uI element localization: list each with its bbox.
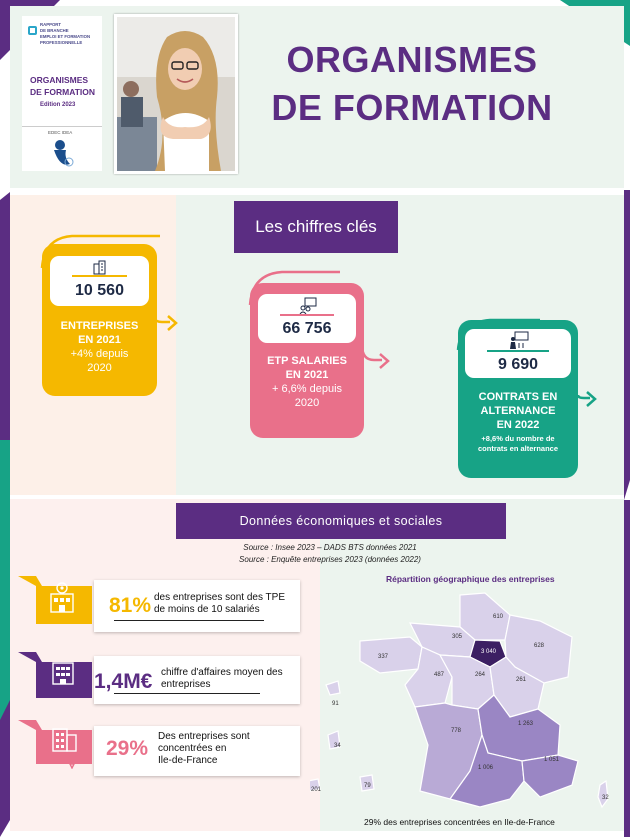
map-note: 29% des entreprises concentrées en Ile-de-France xyxy=(364,817,555,827)
key-figure-card-apprenticeships xyxy=(458,320,578,478)
map-label-reunion: 201 xyxy=(311,787,322,793)
office-building-icon xyxy=(50,660,76,686)
map-label-bourgogne: 261 xyxy=(516,677,527,683)
map-label-occitanie: 1 006 xyxy=(478,765,494,771)
map-label-normandie: 305 xyxy=(452,634,463,640)
card-sub-line-1: +4% depuis xyxy=(70,348,129,360)
map-label-guadeloupe: 91 xyxy=(332,701,339,707)
region-guadeloupe xyxy=(326,681,340,695)
card-label-line-1: CONTRATS EN xyxy=(478,391,558,403)
card-label-line-2: ALTERNANCE xyxy=(480,405,556,417)
card-sub-line-1: + 6,6% depuis xyxy=(271,383,343,395)
card-value: 66 756 xyxy=(282,320,332,337)
stat-value: 1,4M€ xyxy=(94,670,153,693)
card-label xyxy=(250,354,364,410)
stat-text-line-1: Des entreprises sont xyxy=(158,731,250,742)
cover-line-1: RAPPORT xyxy=(40,22,62,27)
map-label-hdf: 610 xyxy=(493,614,504,620)
card-sub-line-1: +8,6% du nombre de xyxy=(481,434,555,443)
presentation-meeting-icon xyxy=(299,297,317,314)
map-label-martinique: 34 xyxy=(334,743,341,749)
map-label-paca: 1 051 xyxy=(544,757,560,763)
card-sub-line-2: 2020 xyxy=(87,362,112,374)
card-label xyxy=(458,390,578,454)
card-label xyxy=(42,319,157,375)
card-label-line-2: EN 2021 xyxy=(285,369,329,381)
region-corse xyxy=(598,781,608,807)
teacher-board-icon xyxy=(509,331,529,349)
page-title-line-2: DE FORMATION xyxy=(271,87,553,128)
map-label-auvergne-rhone: 1 263 xyxy=(518,721,534,727)
stat-text-line-3: Ile-de-France xyxy=(158,755,218,766)
source-line-1: Source : Insee 2023 – DADS BTS données 2021 xyxy=(243,543,417,552)
stat-text-line-2: entreprises xyxy=(161,679,211,690)
cover-line-2: DE BRANCHE xyxy=(40,28,69,33)
buildings-icon xyxy=(92,259,108,275)
stat-text-line-2: concentrées en xyxy=(158,743,227,754)
stat-value: 81% xyxy=(109,594,152,617)
card-label-line-1: ETP SALARIES xyxy=(267,355,347,367)
card-value: 9 690 xyxy=(497,356,539,373)
source-line-2: Source : Enquête entreprises 2023 (données 2022) xyxy=(239,555,421,564)
building-gear-icon xyxy=(46,582,78,614)
map-label-corse: 32 xyxy=(602,795,609,801)
card-value-box xyxy=(465,329,571,378)
map-label-grand-est: 628 xyxy=(534,643,545,649)
cover-edition: Edition 2023 xyxy=(40,102,76,108)
card-value-box xyxy=(258,294,356,343)
map-label-idf: 3 040 xyxy=(481,649,497,655)
card-value-box xyxy=(50,256,149,306)
stat-text-line-1: chiffre d'affaires moyen des xyxy=(161,667,283,678)
cover-line-4: PROFESSIONNELLE xyxy=(40,40,83,45)
map-label-bretagne: 337 xyxy=(378,654,389,660)
card-sub-line-2: contrats en alternance xyxy=(477,444,559,453)
map-label-guyane: 79 xyxy=(364,783,371,789)
france-regions-map xyxy=(310,585,620,815)
key-figure-card-companies xyxy=(42,244,157,396)
card-label-line-3: EN 2022 xyxy=(496,419,540,431)
stat-text xyxy=(158,731,250,767)
card-label-line-1: ENTREPRISES xyxy=(60,320,139,332)
cover-line-3: EMPLOI ET FORMATION xyxy=(40,34,91,39)
economic-banner: Données économiques et sociales xyxy=(176,503,506,539)
stat-text-line-1: des entreprises sont des TPE xyxy=(154,592,285,603)
card-sub-line-2: 2020 xyxy=(294,397,320,409)
key-figure-card-employees xyxy=(250,283,364,438)
stat-value: 29% xyxy=(106,737,149,760)
map-label-centre: 264 xyxy=(475,672,486,678)
map-label-pays-loire: 487 xyxy=(434,672,445,678)
stat-text xyxy=(161,667,283,691)
cover-title-line-2: DE FORMATION xyxy=(30,87,96,97)
stat-text xyxy=(154,592,285,616)
card-label-line-2: EN 2021 xyxy=(78,334,121,346)
region-bretagne xyxy=(360,637,422,673)
cover-org: EDEC IDEA xyxy=(48,130,73,135)
building-location-icon xyxy=(50,723,80,769)
stat-text-line-2: de moins de 10 salariés xyxy=(154,604,260,615)
map-title: Répartition géographique des entreprises xyxy=(386,574,555,584)
map-label-nouvelle-aquitaine: 778 xyxy=(451,728,462,734)
cover-title-line-1: ORGANISMES xyxy=(30,75,89,85)
card-value: 10 560 xyxy=(75,282,124,299)
key-figures-banner: Les chiffres clés xyxy=(234,201,398,253)
page-title-line-1: ORGANISMES xyxy=(286,39,538,80)
